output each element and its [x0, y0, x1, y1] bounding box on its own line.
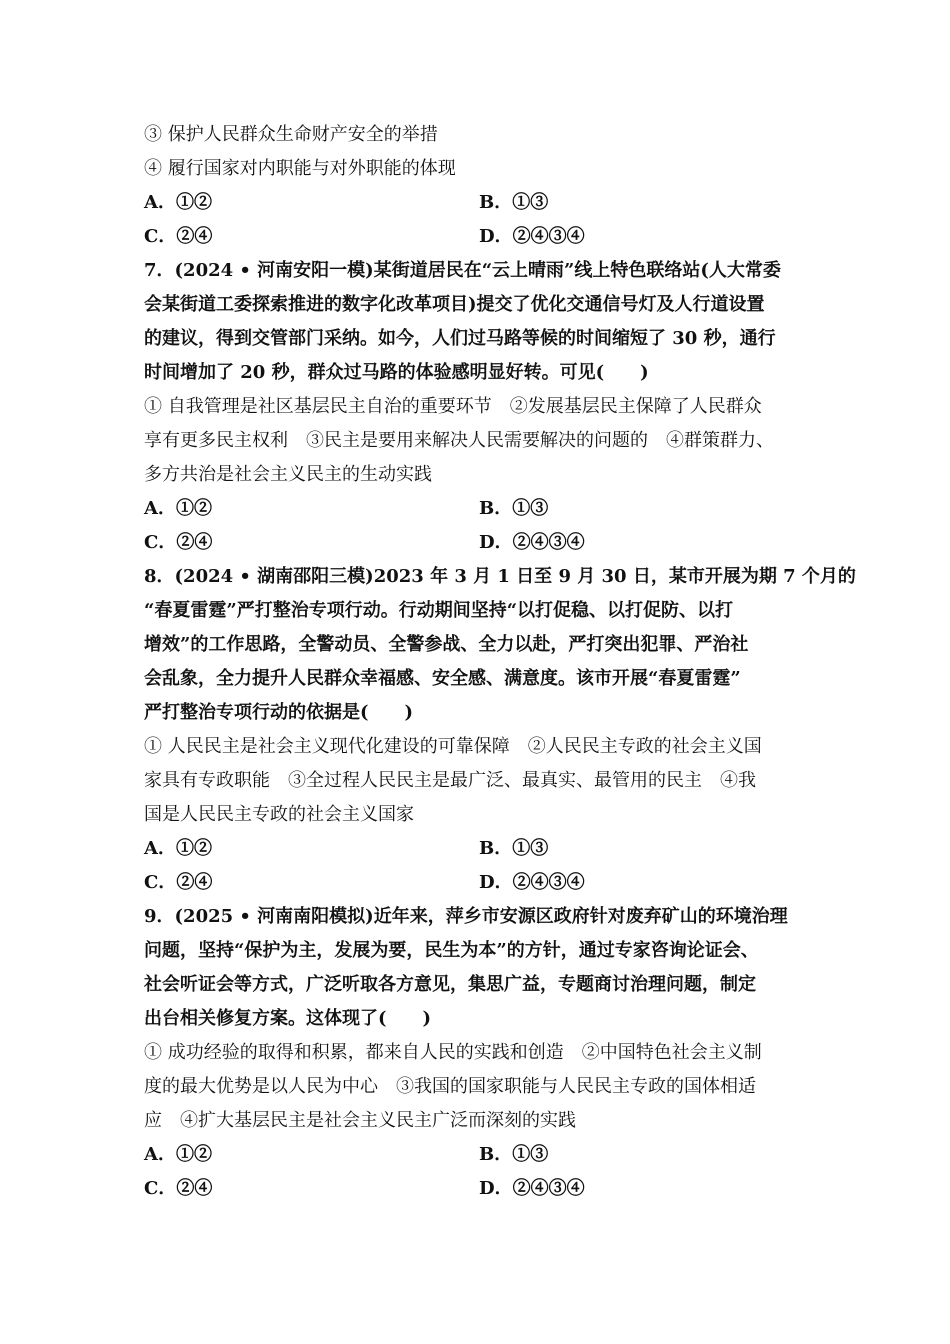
- q8-option-a: A．①②: [144, 838, 212, 859]
- q8-stem-text: 2023 年 3 月 1 日至 9 月 30 日，某市开展为期 7 个月的: [373, 566, 856, 587]
- q9-stem-line-4: 出台相关修复方案。这体现了( ): [144, 1008, 432, 1029]
- q9-options-row-1: [144, 1138, 824, 1172]
- q9-number-source: 9．(2025 • 河南南阳模拟): [144, 906, 374, 927]
- q9-items-line-3: 应 ④扩大基层民主是社会主义民主广泛而深刻的实践: [144, 1110, 576, 1131]
- q8-option-b: B．①③: [479, 838, 549, 859]
- q7-items-line-1: ① 自我管理是社区基层民主自治的重要环节 ②发展基层民主保障了人民群众: [144, 396, 762, 417]
- q8-stem-line-5: 严打整治专项行动的依据是( ): [144, 702, 414, 723]
- q7-options-row-2: [144, 526, 824, 560]
- q7-option-c: C．②④: [144, 532, 213, 553]
- q9-stem-text: 近年来，萍乡市安源区政府针对废弃矿山的环境治理: [373, 906, 788, 927]
- q6-option-b: B．①③: [479, 192, 549, 213]
- q9-items-line-1: ① 成功经验的取得和积累，都来自人民的实践和创造 ②中国特色社会主义制: [144, 1042, 762, 1063]
- q9-option-c: C．②④: [144, 1178, 213, 1199]
- q9-option-d: D．②④③④: [479, 1178, 585, 1199]
- q9-stem-line-3: 社会听证会等方式，广泛听取各方意见，集思广益，专题商讨治理问题，制定: [144, 974, 756, 995]
- q7-option-d: D．②④③④: [479, 532, 585, 553]
- q6-option-a: A．①②: [144, 192, 212, 213]
- q7-items-line-3: 多方共治是社会主义民主的生动实践: [144, 464, 432, 485]
- q8-stem-line-4: 会乱象，全力提升人民群众幸福感、安全感、满意度。该市开展“春夏雷霆”: [144, 668, 741, 689]
- q8-option-c: C．②④: [144, 872, 213, 893]
- q7-stem-line-2: 会某街道工委探索推进的数字化改革项目)提交了优化交通信号灯及人行道设置: [144, 294, 765, 315]
- q6-option-d: D．②④③④: [479, 226, 585, 247]
- q8-items-line-2: 家具有专政职能 ③全过程人民民主是最广泛、最真实、最管用的民主 ④我: [144, 770, 756, 791]
- q6-option-c: C．②④: [144, 226, 213, 247]
- q7-stem-line-1: [144, 254, 824, 288]
- q8-option-d: D．②④③④: [479, 872, 585, 893]
- q7-stem-text: 某街道居民在“云上晴雨”线上特色联络站(人大常委: [373, 260, 781, 281]
- q6-options-row-1: [144, 186, 824, 220]
- q6-options-row-2: [144, 220, 824, 254]
- exam-page: [144, 118, 856, 1206]
- q8-items-line-3: 国是人民民主专政的社会主义国家: [144, 804, 414, 825]
- q7-stem-line-4: 时间增加了 20 秒，群众过马路的体验感明显好转。可见( ): [144, 362, 649, 383]
- q9-stem-line-2: 问题，坚持“保护为主，发展为要，民生为本”的方针，通过专家咨询论证会、: [144, 940, 759, 961]
- q8-stem-line-2: “春夏雷霆”严打整治专项行动。行动期间坚持“以打促稳、以打促防、以打: [144, 600, 734, 621]
- q8-stem-line-1: [144, 560, 856, 594]
- q9-option-a: A．①②: [144, 1144, 212, 1165]
- q7-number-source: 7．(2024 • 河南安阳一模): [144, 260, 374, 281]
- q8-items-line-1: ① 人民民主是社会主义现代化建设的可靠保障 ②人民民主专政的社会主义国: [144, 736, 762, 757]
- q8-options-row-2: [144, 866, 824, 900]
- q9-stem-line-1: [144, 900, 824, 934]
- q9-items-line-2: 度的最大优势是以人民为中心 ③我国的国家职能与人民民主专政的国体相适: [144, 1076, 756, 1097]
- q9-options-row-2: [144, 1172, 824, 1206]
- q6-item-3: ③ 保护人民群众生命财产安全的举措: [144, 124, 438, 145]
- q7-stem-line-3: 的建议，得到交管部门采纳。如今，人们过马路等候的时间缩短了 30 秒，通行: [144, 328, 776, 349]
- q7-option-b: B．①③: [479, 498, 549, 519]
- q7-options-row-1: [144, 492, 824, 526]
- q8-options-row-1: [144, 832, 824, 866]
- q6-item-4: ④ 履行国家对内职能与对外职能的体现: [144, 158, 456, 179]
- q8-stem-line-3: 增效”的工作思路，全警动员、全警参战、全力以赴，严打突出犯罪、严治社: [144, 634, 749, 655]
- q8-number-source: 8．(2024 • 湖南邵阳三模): [144, 566, 374, 587]
- q7-option-a: A．①②: [144, 498, 212, 519]
- q7-items-line-2: 享有更多民主权利 ③民主是要用来解决人民需要解决的问题的 ④群策群力、: [144, 430, 774, 451]
- q9-option-b: B．①③: [479, 1144, 549, 1165]
